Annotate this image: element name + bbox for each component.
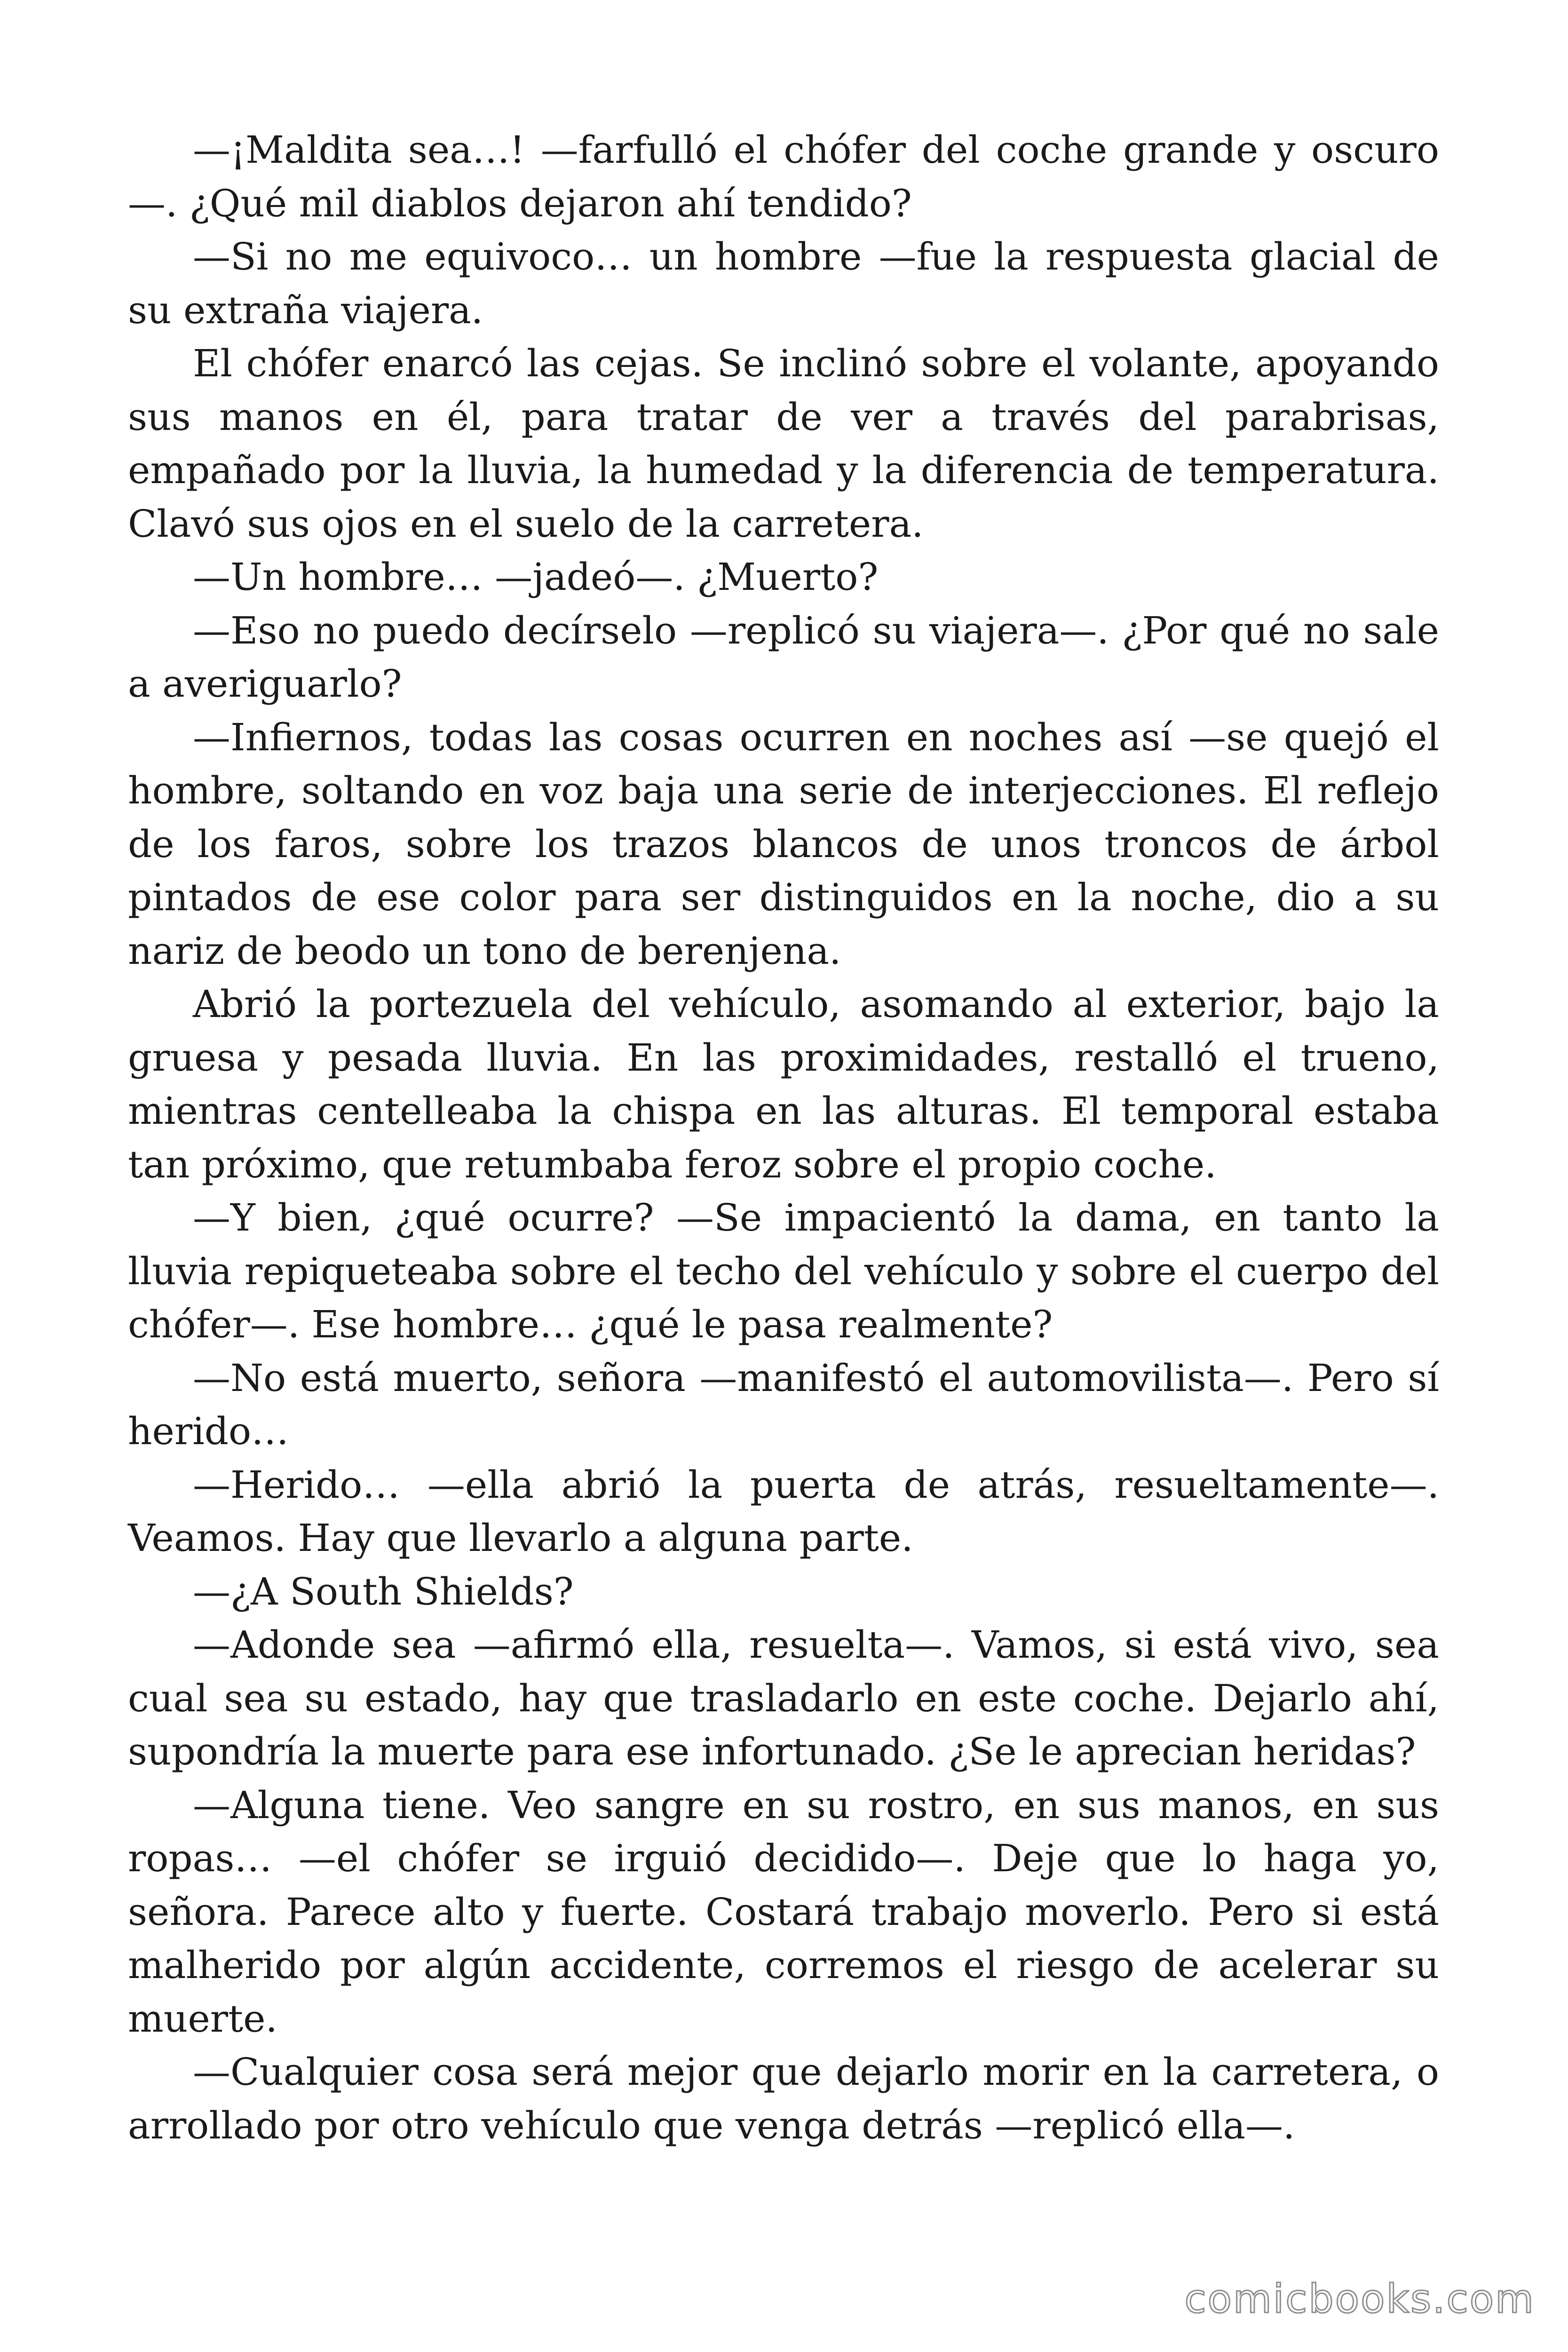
paragraph: Abrió la portezuela del vehículo, asomando al exterior, bajo la gruesa y pesada lluvia. En las proximidades, restalló el trueno, mientras centelleaba la chispa en las alturas. El temporal estaba tan próximo, que retumbaba feroz sobre el propio coche. xyxy=(128,982,1439,1186)
paragraph: El chófer enarcó las cejas. Se inclinó sobre el volante, apoyando sus manos en él, para tratar de ver a través del parabrisas, empañado por la lluvia, la humedad y la diferencia de temperatura. Clavó sus ojos en el suelo de la carretera. xyxy=(128,342,1439,546)
watermark: comicbooks.com xyxy=(1184,2276,1535,2322)
paragraph: —Alguna tiene. Veo sangre en su rostro, en sus manos, en sus ropas… —el chófer se irguió decidido—. Deje que lo haga yo, señora. Parece alto y fuerte. Costará trabajo moverlo. Pero si está malherido por algún accidente, corremos el riesgo de acelerar su muerte. xyxy=(128,1783,1439,2041)
paragraph: —Cualquier cosa será mejor que dejarlo morir en la carretera, o arrollado por otro vehículo que venga detrás —replicó ella—. xyxy=(128,2050,1439,2147)
page-text xyxy=(128,123,1439,2152)
paragraph: —Eso no puedo decírselo —replicó su viajera—. ¿Por qué no sale a averiguarlo? xyxy=(128,608,1439,706)
paragraph: —Herido… —ella abrió la puerta de atrás, resueltamente—. Veamos. Hay que llevarlo a alguna parte. xyxy=(128,1462,1439,1560)
paragraph: —Adonde sea —afirmó ella, resuelta—. Vamos, si está vivo, sea cual sea su estado, hay que trasladarlo en este coche. Dejarlo ahí, supondría la muerte para ese infortunado. ¿Se le aprecian heridas? xyxy=(128,1623,1439,1773)
paragraph: —Infiernos, todas las cosas ocurren en noches así —se quejó el hombre, soltando en voz baja una serie de interjecciones. El reflejo de los faros, sobre los trazos blancos de unos troncos de árbol pintados de ese color para ser distinguidos en la noche, dio a su nariz de beodo un tono de berenjena. xyxy=(128,715,1439,973)
paragraph: —¿A South Shields? xyxy=(193,1569,574,1613)
paragraph: —¡Maldita sea…! —farfulló el chófer del coche grande y oscuro —. ¿Qué mil diablos dejaron ahí tendido? xyxy=(128,128,1439,225)
paragraph: —Y bien, ¿qué ocurre? —Se impacientó la dama, en tanto la lluvia repiqueteaba sobre el techo del vehículo y sobre el cuerpo del chófer—. Ese hombre… ¿qué le pasa realmente? xyxy=(128,1196,1439,1346)
paragraph: —Si no me equivoco… un hombre —fue la respuesta glacial de su extraña viajera. xyxy=(128,235,1439,332)
paragraph: —Un hombre… —jadeó—. ¿Muerto? xyxy=(193,555,879,599)
paragraph: —No está muerto, señora —manifestó el automovilista—. Pero sí herido… xyxy=(128,1356,1439,1453)
